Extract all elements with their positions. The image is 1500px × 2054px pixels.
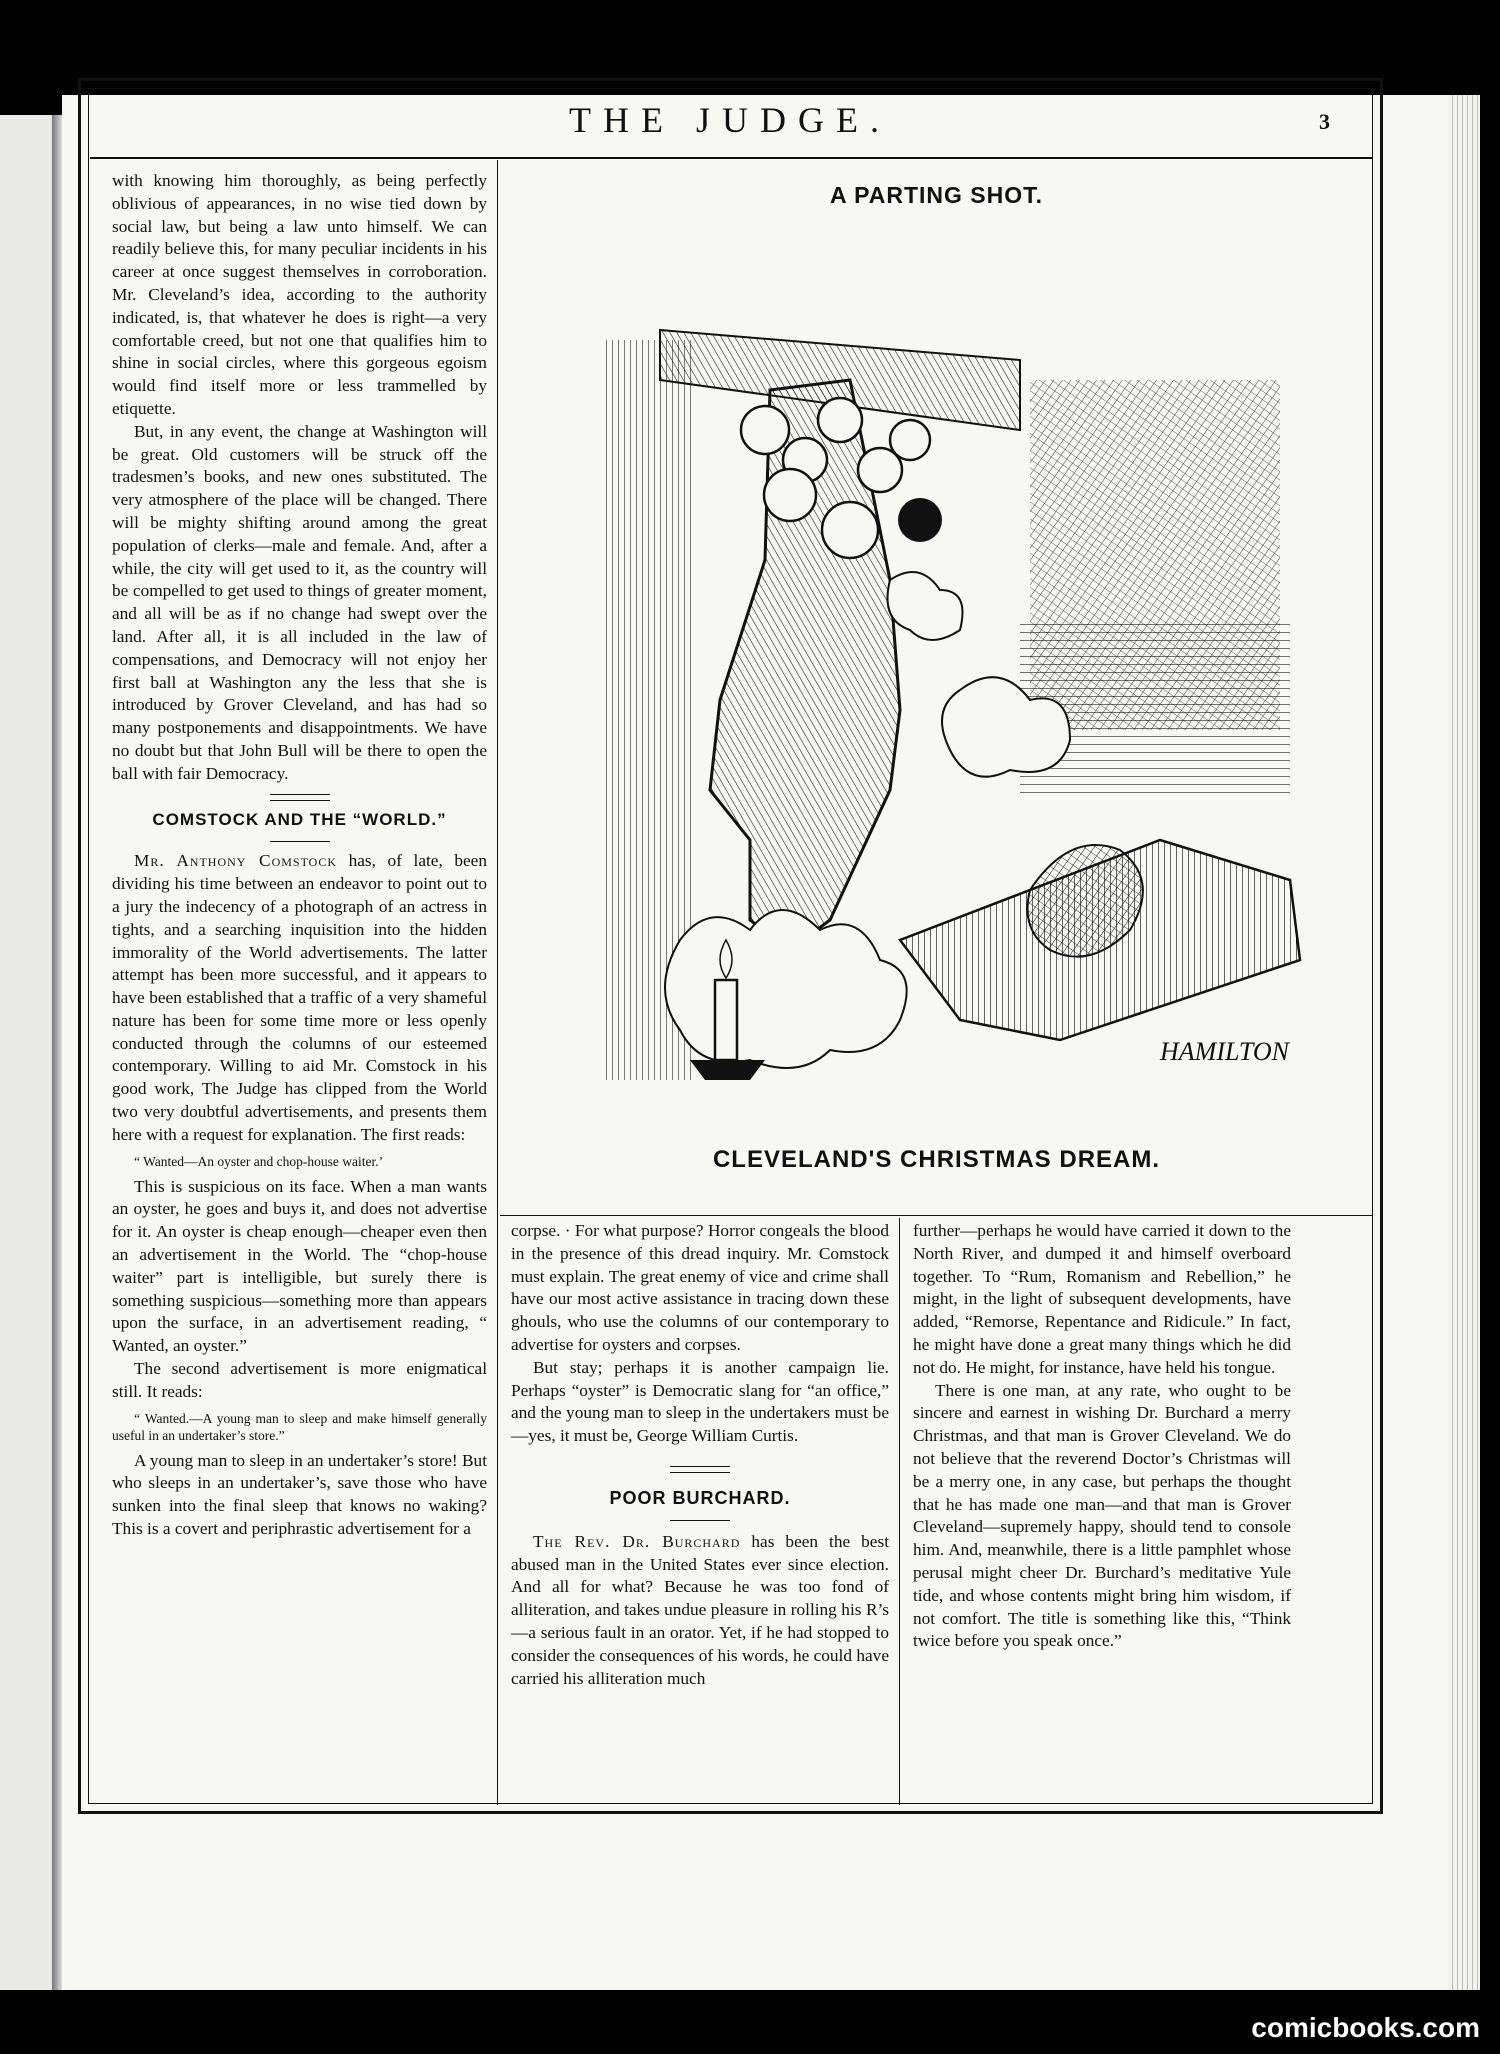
comstock-paragraph-3: The second advertisement is more enigmatical still. It reads: <box>112 1359 487 1401</box>
article-paragraph: with knowing him thoroughly, as being perfectly oblivious of appearances, in no wise tied down by social law, but being a law unto himself. We can readily believe this, for many peculiar incidents in his career at once suggest themselves in corroboration. Mr. Cleveland’s idea, according to the authority indicated, is, that whatever he does is right—a very comfortable creed, but not one that qualifies him to shine in social circles, where this gorgeous egoism would find itself more or less trammelled by etiquette. <box>112 171 487 418</box>
gutter-shadow <box>52 115 62 1990</box>
section-divider <box>670 1466 730 1473</box>
left-column <box>112 170 487 1541</box>
page-stack-edge <box>1448 95 1480 1990</box>
comstock-paragraph-2: This is suspicious on its face. When a man wants an oyster, he goes and buys it, and does not advertise for it. An oyster is cheap enough—cheaper even then an advertisement in the World. The “chop-house waiter” part is intelligible, but surely there is something suspicious—something more than appears upon the surface, in an advertisement reading, “ Wanted, an oyster.” <box>112 1176 487 1356</box>
comstock-heading: COMSTOCK AND THE “WORLD.” <box>152 809 447 829</box>
site-watermark: comicbooks.com <box>1251 2012 1480 2043</box>
column-rule-middle <box>899 1218 900 1805</box>
heading-rule <box>270 841 330 842</box>
masthead <box>90 95 1370 155</box>
column-rule-left <box>497 160 498 1805</box>
cartoon-illustration <box>600 320 1330 1110</box>
dark-doll-head <box>898 498 942 542</box>
burchard-lead: The Rev. Dr. Burchard <box>533 1531 741 1551</box>
advertisement-quote-1: “ Wanted—An oyster and chop-house waiter.’ <box>134 1153 384 1169</box>
comstock-paragraph-4: A young man to sleep in an undertaker’s store! But who sleeps in an undertaker’s, save those who have sunken into the final sleep that knows no waking? This is a covert and periphrastic advertisement for a <box>112 1450 487 1539</box>
middle-column <box>511 1220 889 1690</box>
article-paragraph: corpse. · For what purpose? Horror congeals the blood in the presence of this dread inquiry. Mr. Comstock must explain. The great enemy of vice and crime shall have our most active assistance in tracing down these ghouls, who use the columns of our contemporary to advertise for oysters and corpses. <box>511 1221 889 1354</box>
page-number: 3 <box>1319 109 1330 134</box>
burchard-heading: POOR BURCHARD. <box>609 1487 791 1508</box>
cartoon-bottom-rule <box>500 1215 1373 1216</box>
artist-signature: HAMILTON <box>1160 1037 1290 1066</box>
masthead-rule <box>90 157 1372 159</box>
right-column <box>913 1220 1291 1653</box>
masthead-title: THE JUDGE. <box>569 100 891 140</box>
heading-rule <box>670 1520 730 1521</box>
facing-page-edge <box>0 115 60 1990</box>
cartoon-caption: CLEVELAND'S CHRISTMAS DREAM. <box>712 1146 1161 1173</box>
comstock-lead: Mr. Anthony Comstock <box>134 851 338 871</box>
burchard-paragraph: has been the best abused man in the United States ever since election. And all for what? Because he was too fond of alliteration, and takes undue pleasure in rolling his R’s—a serious fault in an orator. Yet, if he had stopped to consider the consequences of his words, he could have carried his alliteration much <box>511 1531 890 1688</box>
candle-holder <box>690 1060 765 1080</box>
article-paragraph: There is one man, at any rate, who ought to be sincere and earnest in wishing Dr. Burchard a merry Christmas, and that man is Grover Cleveland. We do not believe that the reverend Doctor’s Christmas will be a merry one, in any case, but perhaps the thought that he has made one man—and that man is Grover Cleveland—supremely happy, should tend to console him. And, meanwhile, there is a little pamphlet whose perusal might cheer Dr. Burchard’s meditative Yule tide, and whose contents might bring him wisdom, if not comfort. The title is something like this, “Think twice before you speak once.” <box>913 1380 1291 1651</box>
article-paragraph: But, in any event, the change at Washington will be great. Old customers will be struck off the tradesmen’s books, and new ones substituted. The very atmosphere of the place will be changed. There will be mighty shifting around among the great population of clerks—male and female. And, after a while, the city will get used to it, as the country will be compelled to get used to things of greater moment, and all will be as if no change had swept over the land. After all, it is all included in the law of compensations, and Democracy will not enjoy her first ball at Washington any the less that she is introduced by Grover Cleveland, and has had so many postponements and disappointments. We have no doubt but that John Bull will be there to open the ball with fair Democracy. <box>112 421 487 783</box>
section-divider <box>270 794 330 801</box>
article-paragraph: But stay; perhaps it is another campaign lie. Perhaps “oyster” is Democratic slang for “an office,” and the young man to sleep in the undertakers must be—yes, it must be, George William Curtis. <box>511 1357 889 1446</box>
article-paragraph: further—perhaps he would have carried it down to the North River, and dumped it and himself overboard together. To “Rum, Romanism and Rebellion,” he might, in the light of subsequent developments, have added, “Remorse, Repentance and Ridicule.” In fact, he might have done a great many things which he did not do. He might, for instance, have held his tongue. <box>913 1221 1291 1377</box>
candle <box>715 980 737 1060</box>
comstock-paragraph-1: has, of late, been dividing his time between an endeavor to point out to a jury the indecency of a photograph of an actress in tights, and a searching inquisition into the hidden immorality of the World advertisements. The latter attempt has been more successful, and it appears to have been established that a traffic of a very shameful nature has been for some time more or less openly conducted through the columns of our esteemed contemporary. Willing to aid Mr. Comstock in his good work, The Judge has clipped from the World two very doubtful advertisements, and presents them here with a request for explanation. The first reads: <box>112 851 487 1144</box>
advertisement-quote-2: “ Wanted.—A young man to sleep and make himself generally useful in an undertaker’s store.” <box>112 1410 487 1443</box>
cartoon-title: A PARTING SHOT. <box>829 182 1044 208</box>
